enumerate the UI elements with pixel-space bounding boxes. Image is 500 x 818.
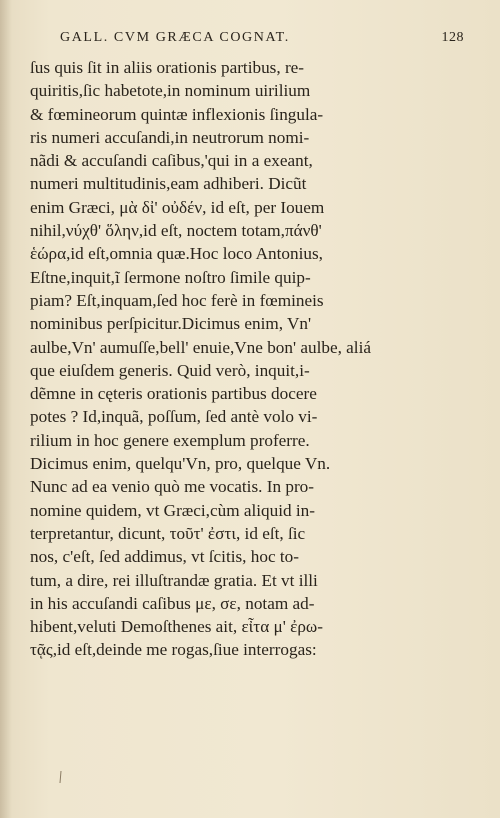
running-head bbox=[60, 30, 464, 50]
text-line: Nunc ad ea venio quò me vocatis. In pro- bbox=[30, 477, 314, 497]
body-text bbox=[30, 56, 418, 662]
running-title: GALL. CVM GRÆCA COGNAT. bbox=[60, 30, 290, 45]
text-line: ſus quis ſit in aliis orationis partibus, re- bbox=[30, 58, 305, 77]
gutter-shadow bbox=[0, 0, 12, 818]
text-line: ἑώρα,id eſt,omnia quæ.Hoc loco Antonius, bbox=[30, 244, 323, 264]
text-line: nãdi & accuſandi caſibus,'qui in a exeant, bbox=[30, 151, 313, 171]
text-line: in his accuſandi caſibus με, σε, notam ad- bbox=[30, 593, 315, 613]
text-line: potes ? Id,inquã, poſſum, ſed antè volo vi- bbox=[30, 407, 318, 427]
text-line: ris numeri accuſandi,in neutrorum nomi- bbox=[30, 127, 310, 147]
text-line: nomine quidem, vt Græci,cùm aliquid in- bbox=[30, 500, 315, 520]
text-line: nihil,νύχθ' ὅλην,id eſt, noctem totam,πάνθ' bbox=[30, 221, 322, 241]
text-line: nos, c'eſt, ſed addimus, vt ſcitis, hoc to- bbox=[30, 547, 299, 567]
paper-mark bbox=[58, 770, 64, 784]
text-line: tum, a dire, rei illuſtrandæ gratia. Et vt illi bbox=[30, 570, 318, 590]
text-line: dẽmne in cęteris orationis partibus docere bbox=[30, 384, 317, 404]
text-line: & fœmineorum quintæ inflexionis ſingula- bbox=[30, 104, 324, 124]
text-line: τᾷς,id eſt,deinde me rogas,ſiue interrogas: bbox=[30, 640, 317, 660]
text-line: que eiuſdem generis. Quid verò, inquit,i- bbox=[30, 360, 310, 380]
text-line: nominibus perſpicitur.Dicimus enim, Vn' bbox=[30, 314, 312, 334]
page-number: 128 bbox=[441, 30, 464, 45]
text-line: rilium in hoc genere exemplum proferre. bbox=[30, 430, 310, 450]
text-line: Eſtne,inquit,ĩ ſermone noſtro ſimile quip- bbox=[30, 267, 311, 287]
text-line: Dicimus enim, quelqu'Vn, pro, quelque Vn. bbox=[30, 454, 331, 474]
text-line: terpretantur, dicunt, τοῦτ' ἐστι, id eſt, ſic bbox=[30, 523, 306, 543]
text-line: aulbe,Vn' aumuſſe,bell' enuie,Vne bon' aulbe, aliá bbox=[30, 337, 371, 357]
text-line: enim Græci, μὰ δἰ' οὐδέν, id eſt, per Iouem bbox=[30, 197, 325, 217]
text-line: hibent,veluti Demoſthenes ait, εἶτα μ' ἐρω- bbox=[30, 617, 323, 637]
text-line: piam? Eſt,inquam,ſed hoc ferè in fœmineis bbox=[30, 290, 324, 310]
text-line: numeri multitudinis,eam adhiberi. Dicũt bbox=[30, 174, 307, 194]
text-line: quiritis,ſic habetote,in nominum uirilium bbox=[30, 81, 311, 101]
